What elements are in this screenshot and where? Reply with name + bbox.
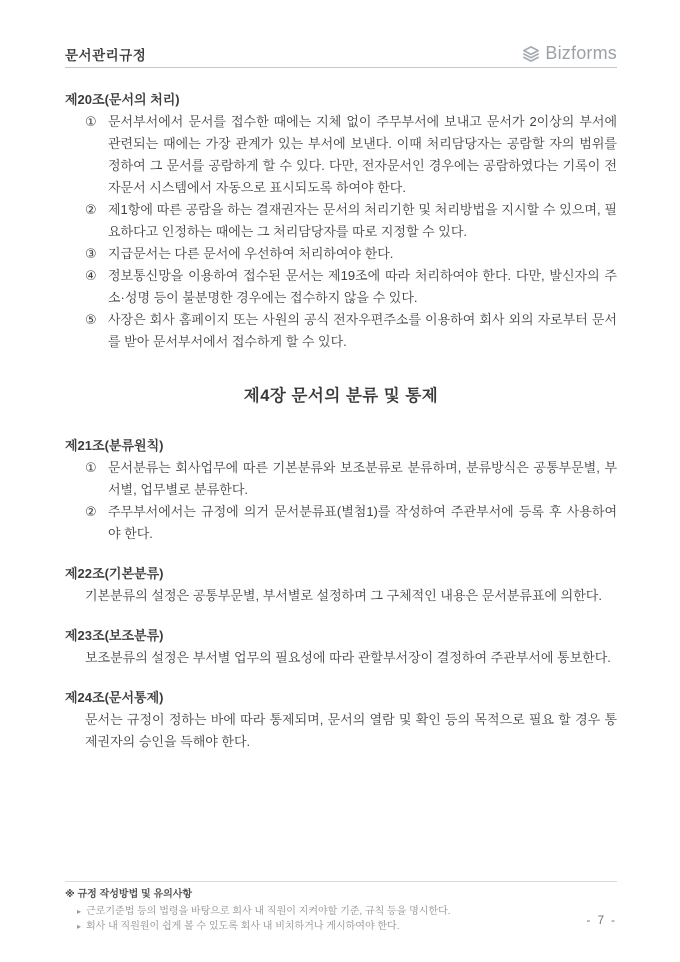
document-title: 문서관리규정 [65, 47, 147, 63]
article-21-item-1 [65, 457, 617, 501]
page-header [65, 40, 617, 68]
item-text: 지급문서는 다른 문서에 우선하여 처리하여야 한다. [108, 246, 394, 261]
triangle-bullet-icon: ▸ [77, 922, 82, 931]
chapter-title: 제4장 문서의 분류 및 통제 [243, 387, 439, 405]
article-22-body: 기본분류의 설정은 공통부문별, 부서별로 설정하며 그 구체적인 내용은 문서분류표에 의한다. [85, 588, 602, 603]
item-text: 정보통신망을 이용하여 접수된 문서는 제19조에 따라 처리하여야 한다. 다만, 발신자의 주소·성명 등이 불분명한 경우에는 접수하지 않을 수 있다. [108, 268, 617, 305]
document-body [65, 89, 617, 753]
article-24 [65, 687, 617, 753]
footnote [65, 881, 617, 934]
item-text: 문서부서에서 문서를 접수한 때에는 지체 없이 주무부서에 보내고 문서가 2이상의 부서에 관련되는 때에는 가장 관계가 있는 부서에 보낸다. 이때 처리담당자는 공람할 자의 범위를 정하여 그 문서를 공람하게 할 수 있다. 다만, 전자문서인 경우에는 공람하였다는 기록이 전자문서 시스템에서 자동으로 표시되도록 하여야 한다. [108, 114, 617, 195]
article-23 [65, 625, 617, 669]
item-number: ⑤ [85, 312, 97, 327]
item-number: ① [85, 460, 97, 475]
layers-icon [522, 45, 540, 63]
footnote-bullet-text: 회사 내 직원원이 쉽게 볼 수 있도록 회사 내 비치하거나 게시하여야 한다. [86, 921, 400, 932]
article-20-item-3 [65, 243, 617, 265]
article-24-title: 제24조(문서통제) [65, 690, 164, 705]
article-23-body: 보조분류의 설정은 부서별 업무의 필요성에 따라 관할부서장이 결정하여 주관부서에 통보한다. [85, 650, 611, 665]
triangle-bullet-icon: ▸ [77, 907, 82, 916]
footnote-bullet [65, 904, 617, 919]
footnote-bullet-text: 근로기준법 등의 법령을 바탕으로 회사 내 직원이 지켜야할 기준, 규칙 등을 명시한다. [86, 906, 451, 917]
article-20-item-5 [65, 309, 617, 353]
page-number: - 7 - [586, 915, 617, 927]
footnote-heading: ※ 규정 작성방법 및 유의사항 [65, 889, 193, 900]
brand-name: Bizforms [545, 43, 617, 63]
item-number: ④ [85, 268, 97, 283]
article-20 [65, 89, 617, 353]
item-number: ① [85, 114, 97, 129]
article-21-item-2 [65, 501, 617, 545]
article-21 [65, 435, 617, 545]
article-23-title: 제23조(보조분류) [65, 628, 164, 643]
article-20-title: 제20조(문서의 처리) [65, 92, 180, 107]
article-22 [65, 563, 617, 607]
article-20-item-1 [65, 111, 617, 199]
item-text: 사장은 회사 홈페이지 또는 사원의 공식 전자우편주소를 이용하여 회사 외의 자로부터 문서를 받아 문서부서에서 접수하게 할 수 있다. [108, 312, 617, 349]
item-text: 문서분류는 회사업무에 따른 기본분류와 보조분류로 분류하며, 분류방식은 공통부문별, 부서별, 업무별로 분류한다. [108, 460, 617, 497]
article-21-title: 제21조(분류원칙) [65, 438, 164, 453]
item-number: ② [85, 202, 97, 217]
article-22-title: 제22조(기본분류) [65, 566, 164, 581]
item-number: ② [85, 504, 97, 519]
article-24-body: 문서는 규정이 정하는 바에 따라 통제되며, 문서의 열람 및 확인 등의 목적으로 필요 할 경우 통제권자의 승인을 득해야 한다. [85, 712, 617, 749]
item-text: 주무부서에서는 규정에 의거 문서분류표(별첨1)를 작성하여 주관부서에 등록 후 사용하여야 한다. [108, 504, 617, 541]
footnote-bullet [65, 919, 617, 934]
article-20-item-4 [65, 265, 617, 309]
article-20-item-2 [65, 199, 617, 243]
item-text: 제1항에 따른 공람을 하는 결재권자는 문서의 처리기한 및 처리방법을 지시할 수 있으며, 필요하다고 인정하는 때에는 그 처리담당자를 따로 지정할 수 있다. [108, 202, 617, 239]
item-number: ③ [85, 246, 97, 261]
bizforms-logo [522, 43, 617, 64]
